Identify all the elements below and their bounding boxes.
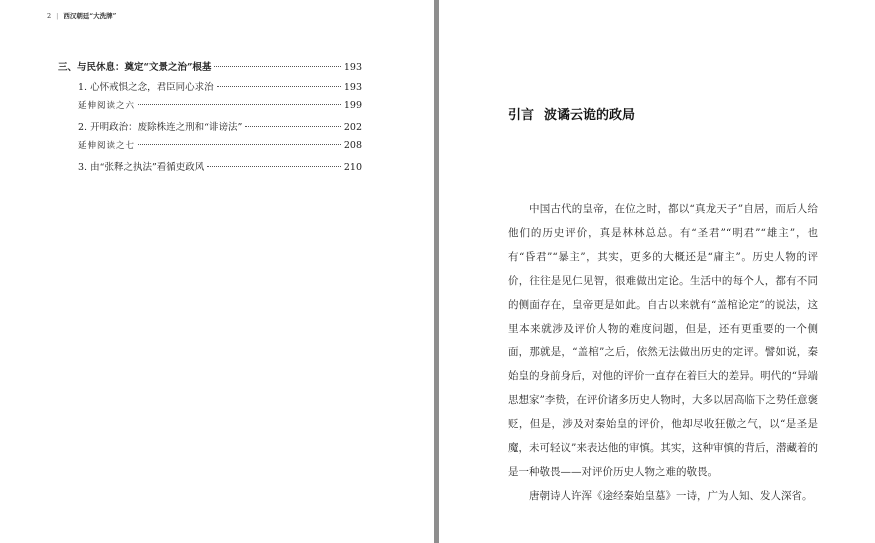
toc-leader-dots xyxy=(138,104,341,105)
running-head-separator: | xyxy=(56,11,59,20)
toc-entry-title: 延伸阅读之六 xyxy=(78,101,136,111)
toc-entry[interactable] xyxy=(58,79,362,99)
book-title: 西汉朝廷“大洗牌” xyxy=(63,12,117,20)
toc-entry-page: 193 xyxy=(343,62,362,73)
toc-leader-dots xyxy=(214,66,340,67)
toc-leader-dots xyxy=(138,144,341,145)
toc-entry-title: 1. 心怀戒惧之念，君臣同心求治 xyxy=(78,82,214,93)
toc-entry[interactable] xyxy=(58,119,362,139)
toc-entry-title: 3. 由“张释之执法”看循吏政风 xyxy=(78,162,205,173)
toc-leader-dots xyxy=(245,126,341,127)
toc-entry-title: 延伸阅读之七 xyxy=(78,141,136,151)
toc-entry-page: 193 xyxy=(343,82,362,93)
toc-entry[interactable] xyxy=(58,99,362,119)
toc-leader-dots xyxy=(217,86,341,87)
page-number: 2 xyxy=(47,11,52,20)
running-head xyxy=(47,11,116,20)
chapter-label: 引言 xyxy=(508,108,535,123)
toc-entry[interactable] xyxy=(58,59,362,79)
chapter-title xyxy=(508,104,635,123)
toc-entry-page: 202 xyxy=(343,122,362,133)
toc-entry-page: 208 xyxy=(343,140,362,151)
body-paragraph: 唐朝诗人许浑《途经秦始皇墓》一诗，广为人知、发人深省。 xyxy=(529,489,813,502)
right-page xyxy=(439,0,875,543)
toc-entry-page: 199 xyxy=(343,100,362,111)
body-text xyxy=(508,198,818,509)
toc-leader-dots xyxy=(207,166,341,167)
toc-entry[interactable] xyxy=(58,139,362,159)
chapter-title-text: 波谲云诡的政局 xyxy=(544,108,636,123)
toc-entry[interactable] xyxy=(58,159,362,179)
body-paragraph: 中国古代的皇帝，在位之时，都以“真龙天子”自居，而后人给他们的历史评价，真是林林总总。有“圣君”“明君”“雄主”，也有“昏君”“暴主”，其实，更多的大概还是“庸主”。历史人物的评价，往往是见仁见智，很难做出定论。生活中的每个人，都有不同的侧面存在，皇帝更是如此。自古以来就有“盖棺论定”的说法，这里本来就涉及评价人物的难度问题，但是，还有更重要的一个侧面，那就是，“盖棺”之后，依然无法做出历史的定评。譬如说，秦始皇的身前身后，对他的评价一直存在着巨大的差异。明代的“异端思想家”李贽，在评价诸多历史人物时，大多以居高临下之势任意褒贬，但是，涉及对秦始皇的评价，他却尽收狂傲之气，以“是圣是魔，未可轻议”来表达他的审慎。其实，这种审慎的背后，潜藏着的是一种敬畏——对评价历史人物之难的敬畏。 xyxy=(508,203,818,478)
toc-entry-page: 210 xyxy=(343,162,362,173)
toc-entry-title: 2. 开明政治：废除株连之刑和“诽谤法” xyxy=(78,122,243,133)
table-of-contents xyxy=(58,59,362,179)
left-page xyxy=(0,0,434,543)
toc-entry-title: 三、与民休息：奠定“文景之治”根基 xyxy=(58,62,212,73)
